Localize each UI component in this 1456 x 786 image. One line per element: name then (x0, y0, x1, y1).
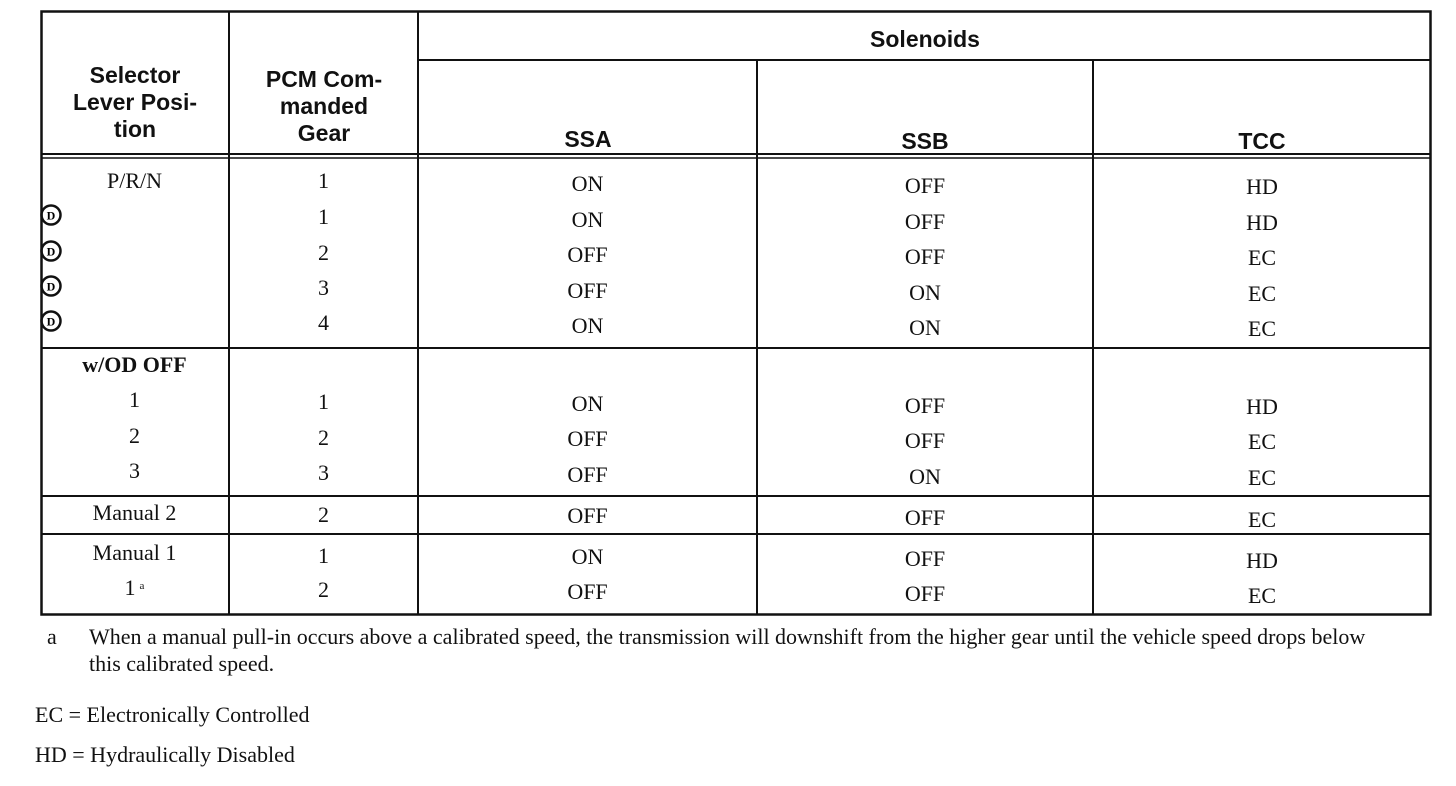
ssa-cell: OFF (567, 278, 608, 303)
tcc-cell: HD (1246, 548, 1278, 573)
ssb-cell: OFF (904, 393, 946, 418)
selector-cell: 1 (129, 387, 140, 412)
legend-hd: HD = Hydraulically Disabled (35, 742, 295, 767)
ssb-cell: ON (909, 464, 941, 489)
footnote-ref: a (139, 580, 145, 592)
legend-ec: EC = Electronically Controlled (35, 702, 310, 727)
overdrive-d-icon (40, 204, 62, 226)
ssa-cell: ON (571, 313, 604, 338)
selector-cell: P/R/N (106, 168, 163, 193)
header-selector-lever-position: Selector Lever Posi- tion (73, 62, 197, 142)
gear-cell: 4 (318, 310, 329, 335)
ssb-cell: OFF (904, 428, 946, 453)
ssa-cell: ON (571, 391, 604, 416)
ssb-cell: OFF (904, 244, 946, 269)
header-ssb: SSB (901, 128, 949, 154)
ssa-cell: OFF (567, 242, 608, 267)
selector-value: 1 (124, 575, 136, 600)
gear-cell: 2 (318, 502, 329, 527)
gear-cell: 2 (318, 240, 329, 265)
overdrive-d-icon (40, 275, 62, 297)
tcc-cell: EC (1247, 583, 1277, 608)
footnote-marker: a (47, 624, 57, 649)
ssa-cell: ON (571, 171, 604, 196)
ssa-cell: ON (571, 207, 604, 232)
ssa-cell: OFF (567, 426, 608, 451)
selector-cell (40, 575, 229, 601)
gear-cell: 1 (318, 543, 329, 568)
ssb-cell: OFF (904, 581, 946, 606)
ssb-cell: OFF (904, 505, 946, 530)
gear-cell: 1 (318, 389, 329, 414)
gear-cell: 2 (318, 577, 329, 602)
tcc-cell: EC (1247, 316, 1277, 341)
header-pcm-commanded-gear: PCM Com- manded Gear (265, 66, 383, 146)
selector-cell: Manual 2 (92, 500, 177, 525)
tcc-cell: EC (1247, 465, 1277, 490)
selector-cell: 2 (129, 423, 140, 448)
gear-cell: 1 (318, 204, 329, 229)
svg-text:D: D (46, 244, 56, 259)
gear-cell: 3 (318, 460, 329, 485)
selector-cell: Manual 1 (92, 540, 177, 565)
gear-cell: 3 (318, 275, 329, 300)
tcc-cell: HD (1246, 394, 1278, 419)
svg-text:D: D (46, 314, 56, 329)
tcc-cell: HD (1246, 210, 1278, 235)
group-heading-od-off: w/OD OFF (82, 352, 187, 377)
ssb-cell: OFF (904, 209, 946, 234)
ssa-cell: OFF (567, 462, 608, 487)
selector-cell: 3 (129, 458, 140, 483)
tcc-cell: EC (1247, 507, 1277, 532)
svg-text:D: D (46, 208, 56, 223)
overdrive-d-icon (40, 310, 62, 332)
ssb-cell: ON (909, 315, 941, 340)
header-ssa: SSA (564, 126, 612, 152)
tcc-cell: EC (1247, 245, 1277, 270)
ssa-cell: OFF (567, 579, 608, 604)
ssb-cell: OFF (904, 546, 946, 571)
gear-cell: 1 (318, 168, 329, 193)
tcc-cell: EC (1247, 429, 1277, 454)
tcc-cell: HD (1246, 174, 1278, 199)
ssb-cell: OFF (904, 173, 946, 198)
ssa-cell: OFF (567, 503, 608, 528)
tcc-cell: EC (1247, 281, 1277, 306)
header-tcc: TCC (1238, 128, 1286, 154)
gear-cell: 2 (318, 425, 329, 450)
header-solenoids: Solenoids (870, 26, 980, 52)
footnote-text: When a manual pull-in occurs above a calibrated speed, the transmission will downshift from the higher gear until the vehicle speed drops below this calibrated speed. (89, 624, 1366, 676)
ssb-cell: ON (909, 280, 941, 305)
overdrive-d-icon (40, 240, 62, 262)
ssa-cell: ON (571, 544, 604, 569)
svg-text:D: D (46, 279, 56, 294)
solenoid-table (40, 10, 1432, 616)
